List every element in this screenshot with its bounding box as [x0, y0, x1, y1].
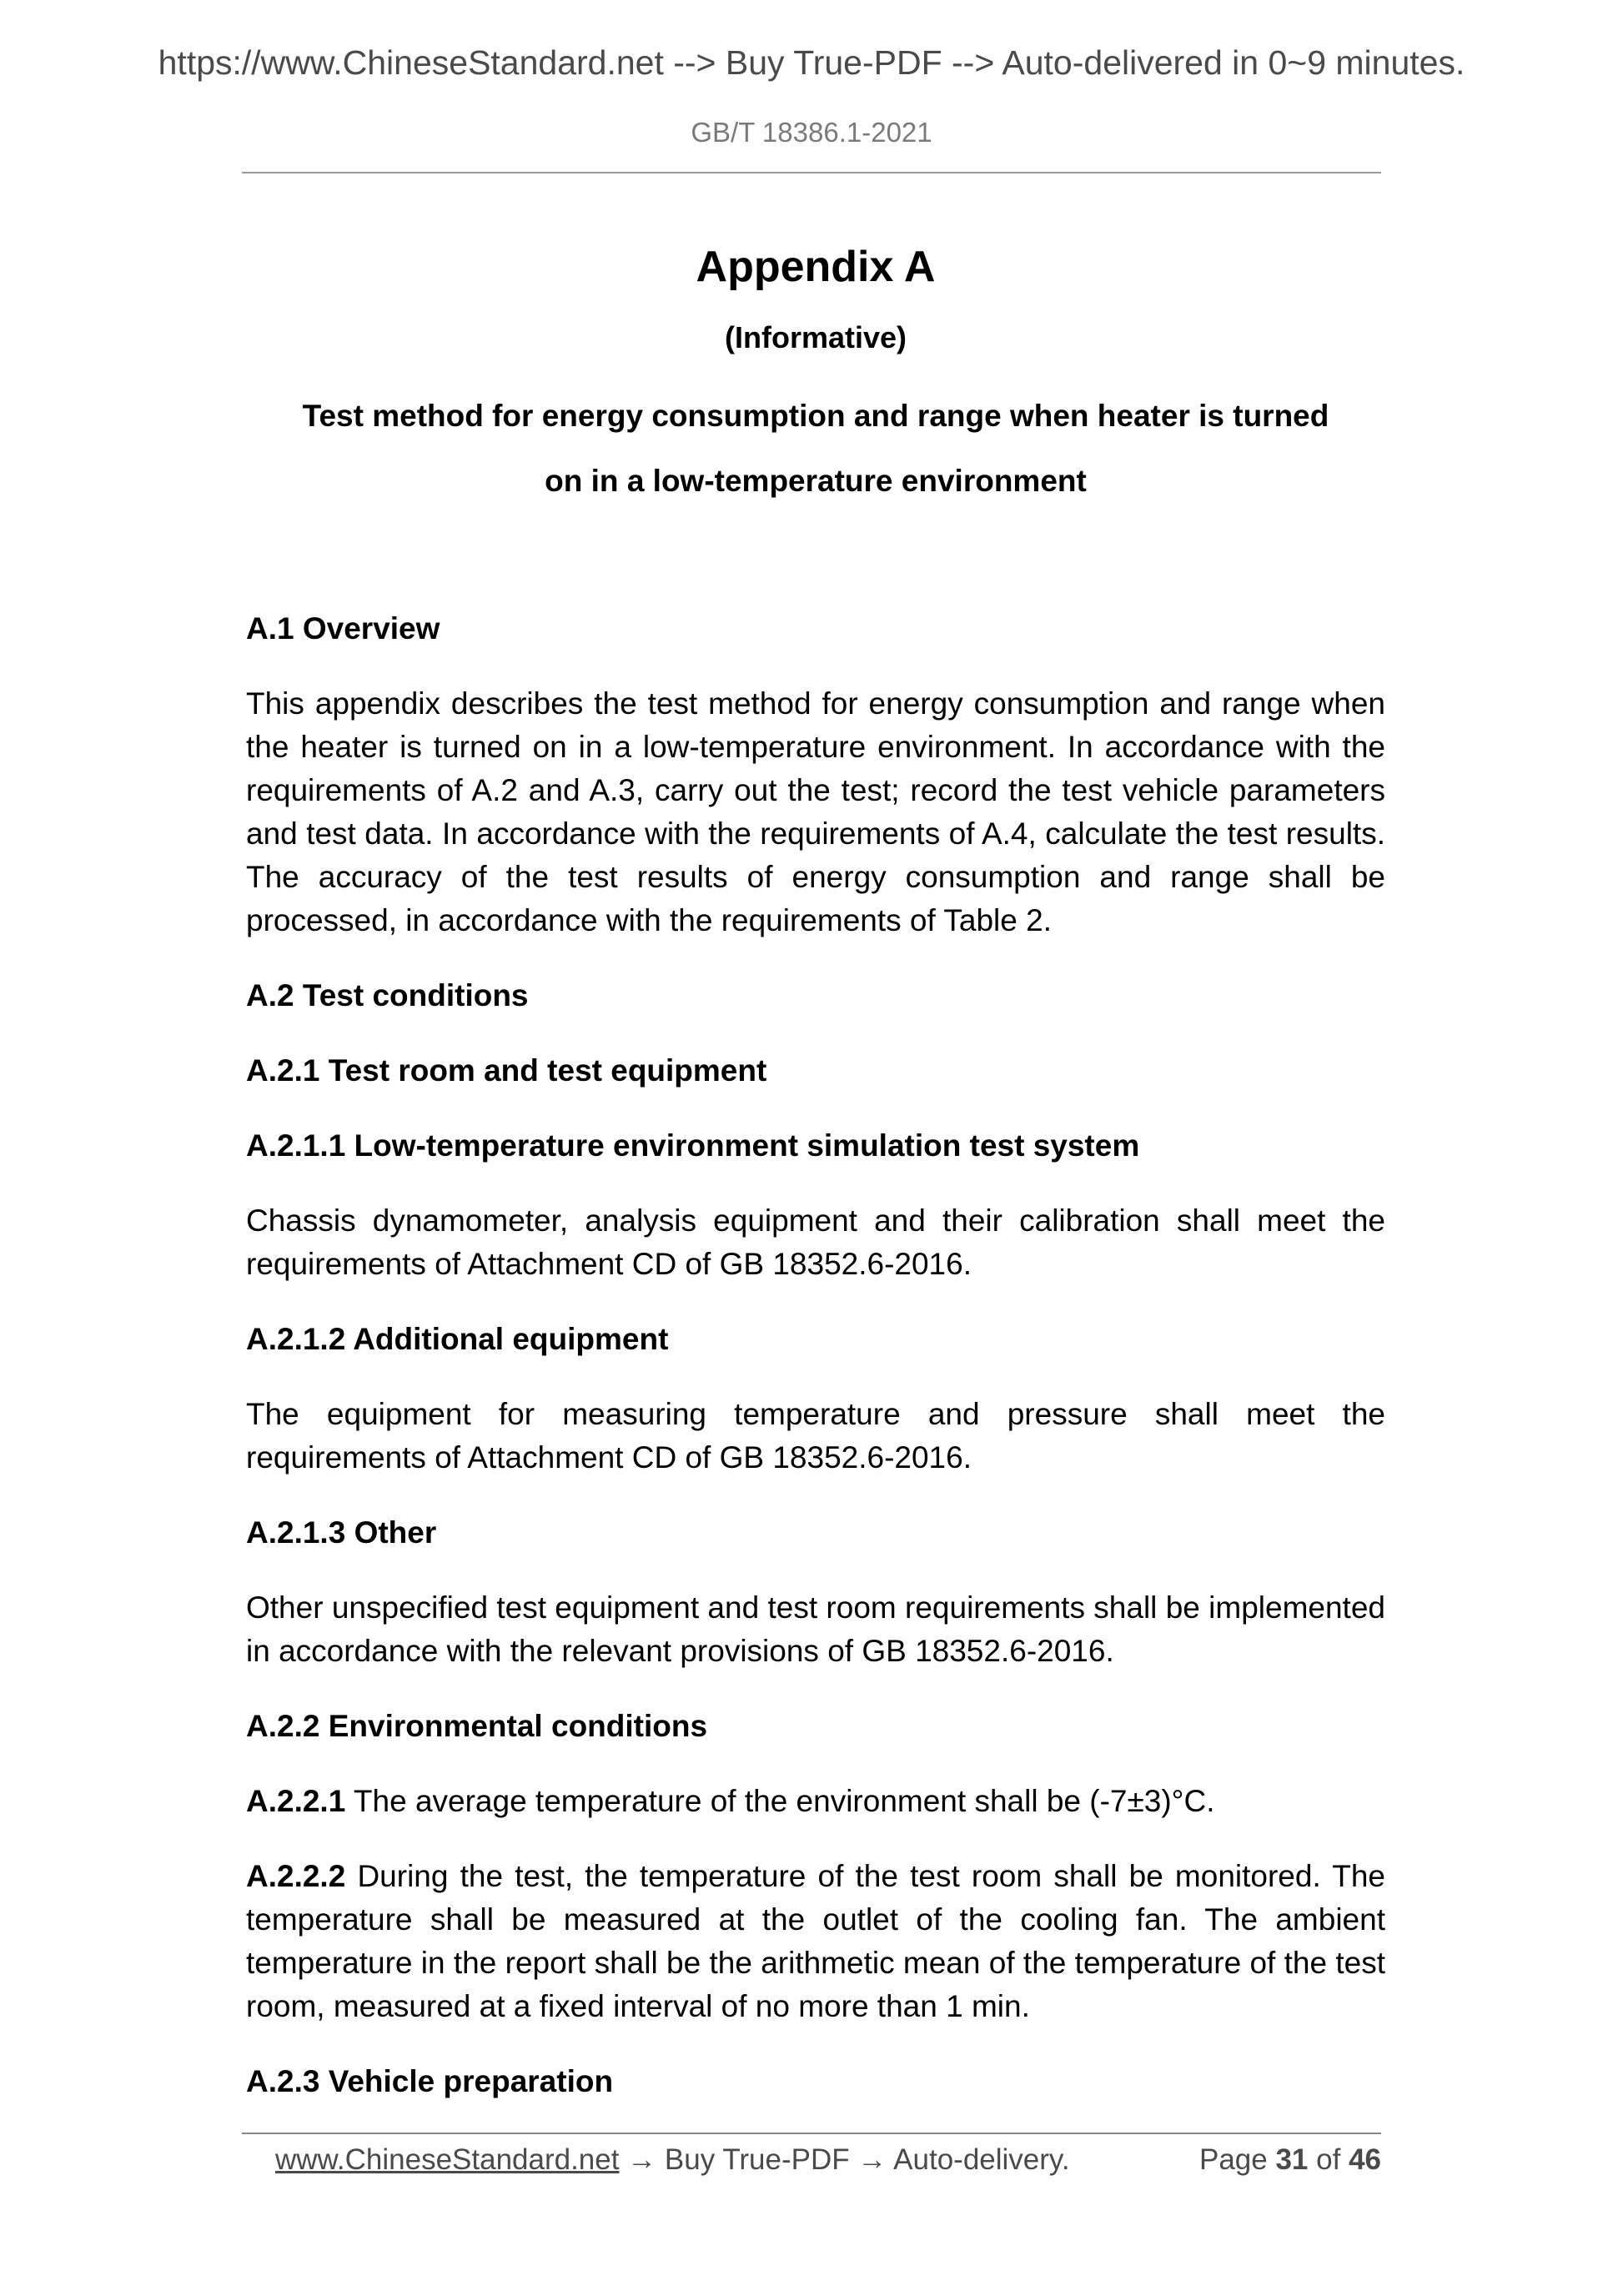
page-word: Page	[1198, 2143, 1268, 2176]
page-current: 31	[1275, 2143, 1309, 2176]
clause-text-a222: During the test, the temperature of the test room shall be monitored. The temperature shall be measured at the outlet of the cooling fan. The ambient temperature in the report shall be the arithmetic mean of the temperature of the test room, measured at a fixed interval of no more than 1 min.	[246, 1859, 1385, 2023]
section-heading-a211: A.2.1.1 Low-temperature environment simulation test system	[246, 1128, 1140, 1163]
appendix-title: Appendix A	[696, 243, 936, 291]
document-number: GB/T 18386.1-2021	[691, 117, 932, 148]
section-heading-a23: A.2.3 Vehicle preparation	[246, 2064, 614, 2098]
appendix-subtitle-line-1: Test method for energy consumption and range when heater is turned	[302, 399, 1329, 433]
footer-left	[275, 2143, 1070, 2177]
of-word: of	[1316, 2143, 1341, 2176]
appendix-title-block	[246, 242, 1385, 514]
clause-label-a222: A.2.2.2	[246, 1859, 346, 1893]
header-divider	[242, 172, 1381, 173]
paragraph-a213: Other unspecified test equipment and test room requirements shall be implemented in accordance with the relevant provisions of GB 18352.6-2016.	[246, 1590, 1385, 1668]
appendix-type: (Informative)	[724, 320, 907, 354]
section-heading-a212: A.2.1.2 Additional equipment	[246, 1322, 669, 1356]
page-total: 46	[1349, 2143, 1381, 2176]
clause-label-a221: A.2.2.1	[246, 1784, 346, 1818]
paragraph-a1: This appendix describes the test method for energy consumption and range when the heater is turned on in a low-temperature environment. In accordance with the requirements of A.2 and A.3, carry out the test; record the test vehicle parameters and test data. In accordance with the requirements of A.4, calculate the test results. The accuracy of the test results of energy consumption and range shall be processed, in accordance with the requirements of Table 2.	[246, 686, 1385, 937]
footer-tagline: → Buy True-PDF → Auto-delivery.	[619, 2143, 1070, 2176]
section-heading-a1: A.1 Overview	[246, 611, 440, 646]
footer-divider	[242, 2133, 1381, 2134]
appendix-body	[246, 607, 1385, 2103]
paragraph-a211: Chassis dynamometer, analysis equipment and their calibration shall meet the requirements of Attachment CD of GB 18352.6-2016.	[246, 1203, 1385, 1281]
section-heading-a213: A.2.1.3 Other	[246, 1515, 437, 1550]
section-heading-a22: A.2.2 Environmental conditions	[246, 1709, 708, 1743]
clause-text-a221: The average temperature of the environment shall be (-7±3)°C.	[345, 1784, 1215, 1818]
section-heading-a21: A.2.1 Test room and test equipment	[246, 1053, 767, 1088]
page-content	[246, 234, 1385, 2135]
paragraph-a221	[246, 1780, 1385, 1823]
footer-website-link[interactable]: www.ChineseStandard.net	[275, 2143, 620, 2176]
section-heading-a2: A.2 Test conditions	[246, 978, 529, 1012]
appendix-subtitle-line-2: on in a low-temperature environment	[545, 464, 1087, 498]
paragraph-a212: The equipment for measuring temperature and pressure shall meet the requirements of Attachment CD of GB 18352.6-2016.	[246, 1397, 1385, 1475]
page-indicator	[1199, 2143, 1381, 2177]
top-banner: https://www.ChineseStandard.net --> Buy True-PDF --> Auto-delivered in 0~9 minutes.	[158, 43, 1465, 82]
paragraph-a222	[246, 1855, 1385, 2028]
